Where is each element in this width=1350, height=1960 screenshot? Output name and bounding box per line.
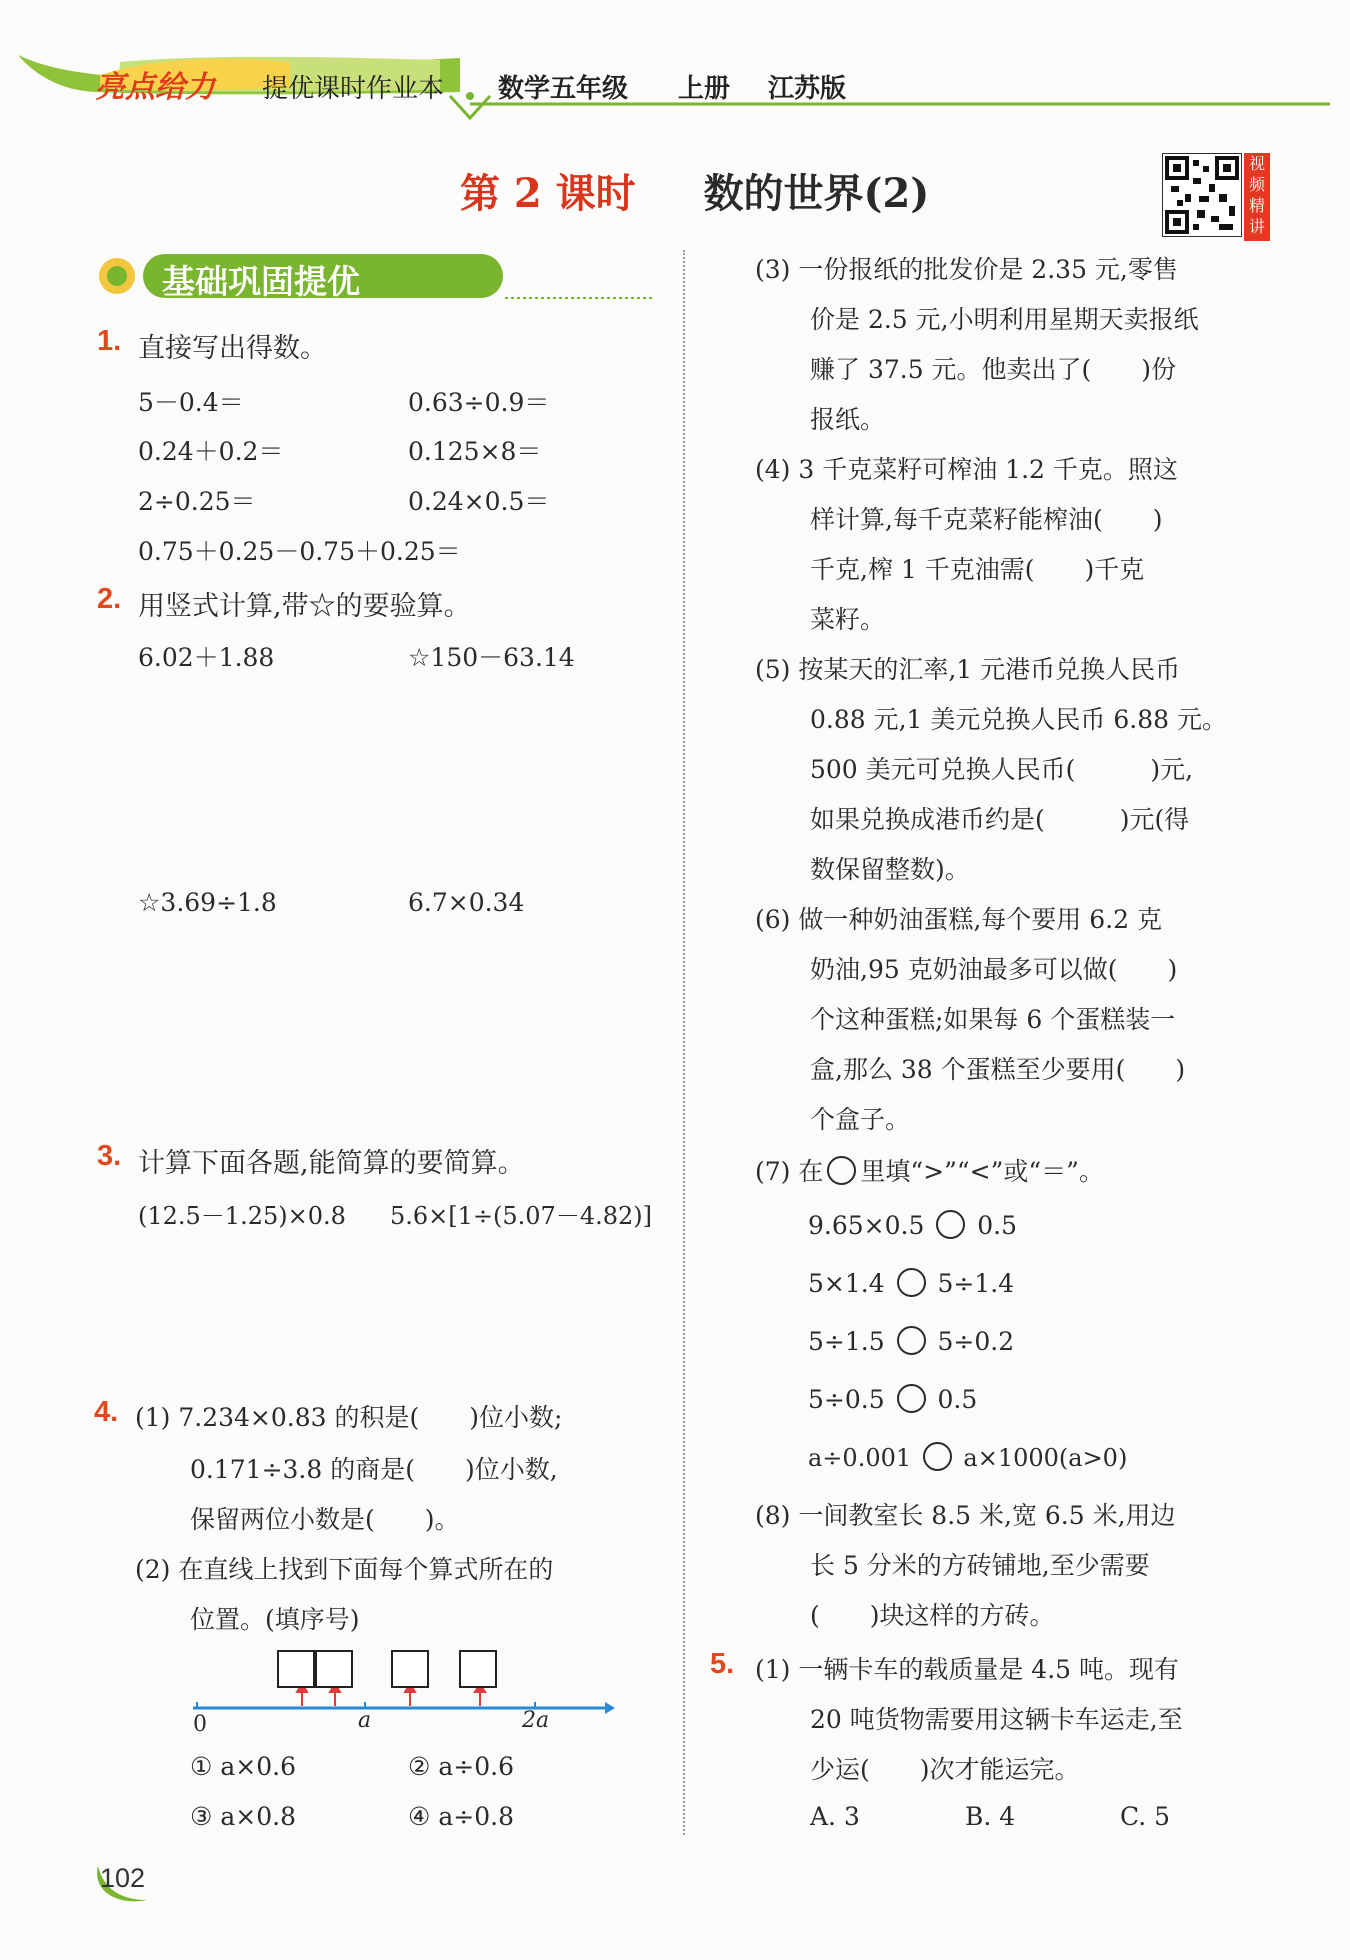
video-tag: 视频精讲 [1244, 153, 1270, 241]
q4-number: 4. [94, 1396, 119, 1428]
q5-line-3: 少运( )次才能运完。 [810, 1755, 1080, 1784]
q1-item-5: 2÷0.25＝ [138, 487, 256, 516]
p3-line-3: 赚了 37.5 元。他卖出了( )份 [810, 355, 1177, 384]
p4-line-3: 千克,榨 1 千克油需( )千克 [810, 555, 1145, 584]
answer-box-1[interactable] [277, 1650, 315, 1688]
p6-line-3: 个这种蛋糕;如果每 6 个蛋糕装一 [810, 1005, 1176, 1034]
header-subtitle: 提优课时作业本 [262, 74, 445, 104]
answer-box-4[interactable] [459, 1650, 497, 1688]
p6-line-1: (6) 做一种奶油蛋糕,每个要用 6.2 克 [755, 905, 1162, 934]
p7-item-5 [808, 1442, 1127, 1472]
q2-item-1: 6.02＋1.88 [138, 643, 275, 672]
lesson-number: 第 2 课时 [460, 170, 636, 217]
q5-line-1: (1) 一辆卡车的载质量是 4.5 吨。现有 [755, 1655, 1180, 1684]
q5-choice-a[interactable]: A. 3 [810, 1802, 860, 1831]
p7-prompt-b: 里填“>”“<”或“＝”。 [860, 1157, 1104, 1186]
compare-circle-3[interactable] [897, 1326, 926, 1355]
p7-item-1-left: 9.65×0.5 [808, 1211, 925, 1240]
circle-symbol-icon [827, 1156, 856, 1185]
q3-item-1: (12.5－1.25)×0.8 [138, 1202, 346, 1230]
q3-number: 3. [97, 1140, 122, 1172]
p7-item-5-left: a÷0.001 [808, 1444, 912, 1472]
p5-line-2: 0.88 元,1 美元兑换人民币 6.88 元。 [810, 705, 1227, 734]
p6-line-5: 个盒子。 [810, 1105, 911, 1134]
q2-number: 2. [97, 583, 122, 615]
p7-item-2-right: 5÷1.4 [937, 1269, 1015, 1298]
q4-p1-line-1: (1) 7.234×0.83 的积是( )位小数; [135, 1403, 563, 1432]
p7-item-4-left: 5÷0.5 [808, 1385, 885, 1414]
p5-line-4: 如果兑换成港币约是( )元(得 [810, 805, 1190, 834]
compare-circle-1[interactable] [936, 1210, 965, 1239]
q4-option-4: ④ a÷0.8 [408, 1802, 514, 1831]
p8-line-1: (8) 一间教室长 8.5 米,宽 6.5 米,用边 [755, 1501, 1176, 1530]
p4-line-4: 菜籽。 [810, 605, 886, 634]
p7-item-3 [808, 1326, 1014, 1356]
q4-p1-line-3: 保留两位小数是( )。 [190, 1505, 460, 1534]
p4-line-1: (4) 3 千克菜籽可榨油 1.2 千克。照这 [755, 455, 1178, 484]
q4-p2-line-1: (2) 在直线上找到下面每个算式所在的 [135, 1555, 554, 1584]
q4-option-2: ② a÷0.6 [408, 1752, 514, 1781]
p7-item-2 [808, 1268, 1014, 1298]
header-grade: 数学五年级 [498, 74, 629, 104]
q5-number: 5. [710, 1648, 735, 1680]
axis-label-a: a [358, 1708, 372, 1733]
p5-line-5: 数保留整数)。 [810, 855, 970, 884]
answer-box-3[interactable] [391, 1650, 429, 1688]
p7-item-2-left: 5×1.4 [808, 1269, 885, 1298]
p7-item-3-right: 5÷0.2 [937, 1327, 1015, 1356]
q1-item-6: 0.24×0.5＝ [408, 487, 550, 516]
q2-item-3: ☆3.69÷1.8 [138, 888, 277, 917]
page-number: 102 [100, 1863, 146, 1893]
p7-item-5-right: a×1000(a>0) [963, 1444, 1128, 1472]
p3-line-2: 价是 2.5 元,小明利用星期天卖报纸 [810, 305, 1199, 334]
p7-item-1 [808, 1210, 1017, 1240]
p3-line-4: 报纸。 [810, 405, 886, 434]
q1-item-2: 0.63÷0.9＝ [408, 388, 550, 417]
q1-item-4: 0.125×8＝ [408, 437, 542, 466]
q1-number: 1. [97, 325, 122, 357]
p7-prompt-a: (7) 在 [755, 1157, 824, 1186]
brand-logo-text: 亮点给力 [95, 70, 215, 105]
q4-p1-line-2: 0.171÷3.8 的商是( )位小数, [190, 1455, 558, 1484]
axis-label-0: 0 [193, 1712, 207, 1737]
compare-circle-4[interactable] [897, 1384, 926, 1413]
p7-item-4 [808, 1384, 977, 1414]
p3-line-1: (3) 一份报纸的批发价是 2.35 元,零售 [755, 255, 1178, 284]
p5-line-3: 500 美元可兑换人民币( )元, [810, 755, 1194, 784]
q5-choice-c[interactable]: C. 5 [1120, 1802, 1171, 1831]
p7-item-1-right: 0.5 [977, 1211, 1018, 1240]
p4-line-2: 样计算,每千克菜籽能榨油( ) [810, 505, 1163, 534]
axis-label-2a: 2a [522, 1708, 550, 1733]
p6-line-4: 盒,那么 38 个蛋糕至少要用( ) [810, 1055, 1186, 1084]
q4-p2-line-2: 位置。(填序号) [190, 1605, 360, 1634]
compare-circle-2[interactable] [897, 1268, 926, 1297]
q5-choice-b[interactable]: B. 4 [965, 1802, 1016, 1831]
compare-circle-5[interactable] [923, 1442, 952, 1471]
q2-item-2: ☆150－63.14 [408, 643, 575, 672]
p6-line-2: 奶油,95 克奶油最多可以做( ) [810, 955, 1178, 984]
p8-line-3: ( )块这样的方砖。 [810, 1601, 1055, 1630]
p8-line-2: 长 5 分米的方砖铺地,至少需要 [810, 1551, 1150, 1580]
q4-option-1: ① a×0.6 [190, 1752, 296, 1781]
p7-prompt [755, 1152, 1104, 1188]
q1-item-1: 5－0.4＝ [138, 388, 244, 417]
column-divider [683, 250, 685, 1835]
header-volume: 上册 [678, 74, 731, 104]
p5-line-1: (5) 按某天的汇率,1 元港币兑换人民币 [755, 655, 1181, 684]
p7-item-4-right: 0.5 [937, 1385, 978, 1414]
q5-line-2: 20 吨货物需要用这辆卡车运走,至 [810, 1705, 1183, 1734]
p7-item-3-left: 5÷1.5 [808, 1327, 885, 1356]
q2-item-4: 6.7×0.34 [408, 888, 525, 917]
header-edition: 江苏版 [768, 74, 847, 104]
q1-item-3: 0.24＋0.2＝ [138, 437, 284, 466]
q3-prompt: 计算下面各题,能简算的要简算。 [138, 1148, 525, 1179]
q2-prompt: 用竖式计算,带☆的要验算。 [138, 591, 471, 622]
section-title: 基础巩固提优 [162, 262, 360, 301]
qr-code-icon[interactable] [1162, 153, 1242, 237]
q1-item-7: 0.75＋0.25－0.75＋0.25＝ [138, 537, 461, 566]
q3-item-2: 5.6×[1÷(5.07－4.82)] [390, 1202, 652, 1230]
lesson-name: 数的世界(2) [703, 170, 930, 217]
answer-box-2[interactable] [315, 1650, 353, 1688]
q1-prompt: 直接写出得数。 [138, 333, 327, 364]
lesson-title [460, 162, 929, 219]
q4-option-3: ③ a×0.8 [190, 1802, 296, 1831]
